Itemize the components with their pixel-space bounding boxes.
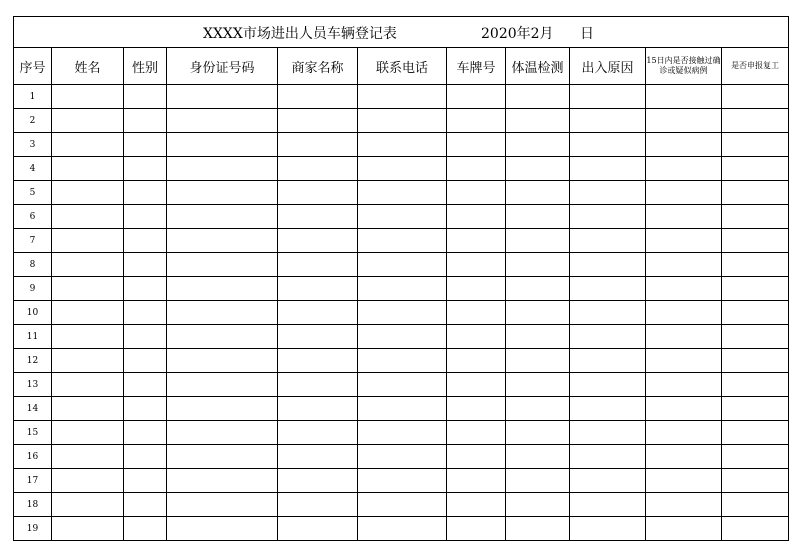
table-cell[interactable] (447, 301, 506, 325)
table-cell[interactable] (358, 301, 447, 325)
table-cell[interactable] (358, 325, 447, 349)
table-cell[interactable] (506, 157, 570, 181)
row-number: 11 (14, 325, 52, 349)
table-cell[interactable] (570, 253, 646, 277)
table-cell[interactable] (646, 421, 722, 445)
table-cell[interactable] (278, 253, 358, 277)
table-cell[interactable] (506, 229, 570, 253)
row-number: 6 (14, 205, 52, 229)
table-row (14, 445, 789, 469)
table-row (14, 133, 789, 157)
table-cell[interactable] (447, 229, 506, 253)
col-header-name: 姓名 (52, 48, 124, 85)
table-cell[interactable] (447, 349, 506, 373)
table-cell[interactable] (570, 349, 646, 373)
table-cell[interactable] (124, 397, 167, 421)
table-cell[interactable] (646, 85, 722, 109)
table-cell[interactable] (124, 517, 167, 541)
table-cell[interactable] (506, 349, 570, 373)
title-row (14, 17, 789, 48)
table-cell[interactable] (358, 517, 447, 541)
table-cell[interactable] (646, 469, 722, 493)
table-cell[interactable] (278, 493, 358, 517)
table-row (14, 301, 789, 325)
table-cell[interactable] (722, 469, 789, 493)
table-cell[interactable] (570, 421, 646, 445)
row-number: 18 (14, 493, 52, 517)
table-cell[interactable] (124, 205, 167, 229)
table-cell[interactable] (447, 421, 506, 445)
table-cell[interactable] (447, 205, 506, 229)
table-cell[interactable] (506, 85, 570, 109)
row-number: 7 (14, 229, 52, 253)
table-cell[interactable] (570, 181, 646, 205)
table-cell[interactable] (447, 373, 506, 397)
col-header-reason: 出入原因 (570, 48, 646, 85)
table-cell[interactable] (646, 301, 722, 325)
form-day: 日 (580, 26, 594, 42)
table-cell[interactable] (52, 373, 124, 397)
table-cell[interactable] (52, 469, 124, 493)
table-cell[interactable] (358, 85, 447, 109)
table-cell[interactable] (52, 325, 124, 349)
col-header-merchant-name: 商家名称 (278, 48, 358, 85)
table-cell[interactable] (646, 373, 722, 397)
table-cell[interactable] (278, 181, 358, 205)
table-cell[interactable] (167, 157, 278, 181)
table-cell[interactable] (124, 85, 167, 109)
table-cell[interactable] (646, 157, 722, 181)
row-number: 13 (14, 373, 52, 397)
table-cell[interactable] (167, 229, 278, 253)
table-cell[interactable] (722, 349, 789, 373)
table-row (14, 493, 789, 517)
table-cell[interactable] (358, 349, 447, 373)
table-cell[interactable] (570, 469, 646, 493)
table-cell[interactable] (722, 301, 789, 325)
table-cell[interactable] (278, 229, 358, 253)
table-cell[interactable] (278, 205, 358, 229)
table-cell[interactable] (722, 325, 789, 349)
row-number: 3 (14, 133, 52, 157)
table-cell[interactable] (570, 133, 646, 157)
table-cell[interactable] (646, 205, 722, 229)
table-cell[interactable] (506, 445, 570, 469)
table-cell[interactable] (124, 421, 167, 445)
table-row (14, 397, 789, 421)
table-cell[interactable] (722, 205, 789, 229)
table-cell[interactable] (167, 421, 278, 445)
table-cell[interactable] (646, 253, 722, 277)
registration-form (13, 16, 788, 541)
table-cell[interactable] (124, 445, 167, 469)
table-cell[interactable] (570, 205, 646, 229)
table-cell[interactable] (447, 325, 506, 349)
table-row (14, 229, 789, 253)
table-row (14, 421, 789, 445)
table-cell[interactable] (124, 469, 167, 493)
table-cell[interactable] (722, 229, 789, 253)
table-cell[interactable] (506, 277, 570, 301)
table-cell[interactable] (358, 181, 447, 205)
table-cell[interactable] (358, 493, 447, 517)
table-cell[interactable] (447, 469, 506, 493)
table-row (14, 373, 789, 397)
col-header-temperature: 体温检测 (506, 48, 570, 85)
col-header-seq: 序号 (14, 48, 52, 85)
table-cell[interactable] (52, 277, 124, 301)
table-cell[interactable] (124, 229, 167, 253)
table-cell[interactable] (278, 133, 358, 157)
table-cell[interactable] (278, 349, 358, 373)
table-cell[interactable] (167, 253, 278, 277)
col-header-id-number: 身份证号码 (167, 48, 278, 85)
table-row (14, 85, 789, 109)
table-cell[interactable] (52, 157, 124, 181)
table-cell[interactable] (52, 229, 124, 253)
table-cell[interactable] (570, 517, 646, 541)
row-number: 14 (14, 397, 52, 421)
table-cell[interactable] (167, 325, 278, 349)
table-cell[interactable] (124, 181, 167, 205)
table-cell[interactable] (447, 517, 506, 541)
row-number: 4 (14, 157, 52, 181)
table-row (14, 277, 789, 301)
table-cell[interactable] (722, 157, 789, 181)
col-header-contact-history: 15日内是否接触过确诊或疑似病例 (646, 48, 722, 85)
table-cell[interactable] (358, 109, 447, 133)
table-cell[interactable] (52, 421, 124, 445)
table-cell[interactable] (358, 397, 447, 421)
table-cell[interactable] (646, 277, 722, 301)
row-number: 1 (14, 85, 52, 109)
row-number: 16 (14, 445, 52, 469)
table-cell[interactable] (447, 397, 506, 421)
table-cell[interactable] (167, 181, 278, 205)
table-cell[interactable] (447, 493, 506, 517)
table-cell[interactable] (722, 493, 789, 517)
table-cell[interactable] (52, 253, 124, 277)
table-cell[interactable] (52, 301, 124, 325)
table-cell[interactable] (722, 85, 789, 109)
table-cell[interactable] (124, 157, 167, 181)
table-cell[interactable] (506, 469, 570, 493)
table-cell[interactable] (167, 349, 278, 373)
table-cell[interactable] (506, 181, 570, 205)
table-cell[interactable] (570, 229, 646, 253)
table-cell[interactable] (447, 277, 506, 301)
table-row (14, 157, 789, 181)
table-cell[interactable] (722, 421, 789, 445)
table-cell[interactable] (646, 325, 722, 349)
table-cell[interactable] (447, 109, 506, 133)
table-row (14, 349, 789, 373)
table-cell[interactable] (167, 517, 278, 541)
table-cell[interactable] (722, 181, 789, 205)
table-cell[interactable] (167, 205, 278, 229)
table-cell[interactable] (506, 421, 570, 445)
row-number: 15 (14, 421, 52, 445)
table-cell[interactable] (167, 445, 278, 469)
table-cell[interactable] (646, 229, 722, 253)
table-row (14, 205, 789, 229)
table-cell[interactable] (722, 397, 789, 421)
table-cell[interactable] (506, 517, 570, 541)
table-cell[interactable] (167, 373, 278, 397)
table-cell[interactable] (358, 253, 447, 277)
row-number: 12 (14, 349, 52, 373)
table-cell[interactable] (506, 325, 570, 349)
header-row (14, 48, 789, 85)
table-cell[interactable] (52, 109, 124, 133)
table-row (14, 181, 789, 205)
table-row (14, 253, 789, 277)
row-number: 19 (14, 517, 52, 541)
row-number: 17 (14, 469, 52, 493)
table-cell[interactable] (506, 397, 570, 421)
table-cell[interactable] (570, 85, 646, 109)
table-cell[interactable] (570, 109, 646, 133)
table-cell[interactable] (646, 109, 722, 133)
table-cell[interactable] (278, 421, 358, 445)
table-cell[interactable] (278, 517, 358, 541)
table-cell[interactable] (358, 229, 447, 253)
table-cell[interactable] (358, 277, 447, 301)
table-cell[interactable] (358, 205, 447, 229)
table-cell[interactable] (570, 445, 646, 469)
table-cell[interactable] (646, 133, 722, 157)
table-cell[interactable] (447, 181, 506, 205)
table-cell[interactable] (52, 133, 124, 157)
table-cell[interactable] (646, 517, 722, 541)
table-cell[interactable] (124, 253, 167, 277)
table-cell[interactable] (167, 301, 278, 325)
table-cell[interactable] (506, 373, 570, 397)
table-cell[interactable] (124, 349, 167, 373)
table-cell[interactable] (124, 325, 167, 349)
table-cell[interactable] (358, 133, 447, 157)
table-cell[interactable] (52, 85, 124, 109)
table-cell[interactable] (447, 445, 506, 469)
table-cell[interactable] (358, 157, 447, 181)
table-cell[interactable] (167, 469, 278, 493)
table-cell[interactable] (278, 157, 358, 181)
table-cell[interactable] (278, 397, 358, 421)
table-cell[interactable] (278, 325, 358, 349)
table-row (14, 469, 789, 493)
row-number: 5 (14, 181, 52, 205)
table-cell[interactable] (167, 133, 278, 157)
table-cell[interactable] (722, 517, 789, 541)
table-cell[interactable] (570, 277, 646, 301)
table-cell[interactable] (278, 85, 358, 109)
table-row (14, 325, 789, 349)
row-number: 10 (14, 301, 52, 325)
col-header-gender: 性别 (124, 48, 167, 85)
table-cell[interactable] (52, 397, 124, 421)
table-cell[interactable] (722, 277, 789, 301)
table-cell[interactable] (722, 253, 789, 277)
table-cell[interactable] (506, 205, 570, 229)
table-cell[interactable] (278, 445, 358, 469)
table-cell[interactable] (167, 277, 278, 301)
table-cell[interactable] (358, 445, 447, 469)
table-cell[interactable] (124, 493, 167, 517)
table-cell[interactable] (570, 157, 646, 181)
table-cell[interactable] (124, 133, 167, 157)
row-number: 2 (14, 109, 52, 133)
table-cell[interactable] (570, 373, 646, 397)
table-cell[interactable] (570, 301, 646, 325)
row-number: 9 (14, 277, 52, 301)
table-cell[interactable] (167, 397, 278, 421)
table-cell[interactable] (506, 253, 570, 277)
table-cell[interactable] (722, 445, 789, 469)
table-cell[interactable] (52, 349, 124, 373)
col-header-work-resumption: 是否申报复工 (722, 48, 789, 85)
table-cell[interactable] (278, 373, 358, 397)
table-cell[interactable] (167, 493, 278, 517)
table-cell[interactable] (447, 85, 506, 109)
table-cell[interactable] (447, 157, 506, 181)
table-cell[interactable] (124, 109, 167, 133)
table-row (14, 109, 789, 133)
table-cell[interactable] (447, 133, 506, 157)
table-cell[interactable] (570, 325, 646, 349)
form-title: XXXX市场进出人员车辆登记表 (203, 26, 397, 42)
table-cell[interactable] (646, 349, 722, 373)
table-cell[interactable] (278, 469, 358, 493)
table-cell[interactable] (506, 109, 570, 133)
table-cell[interactable] (570, 493, 646, 517)
table-cell[interactable] (124, 373, 167, 397)
table-cell[interactable] (52, 181, 124, 205)
col-header-phone: 联系电话 (358, 48, 447, 85)
table-cell[interactable] (52, 493, 124, 517)
table-cell[interactable] (722, 109, 789, 133)
table-cell[interactable] (167, 109, 278, 133)
form-date: 2020年2月 (481, 26, 554, 42)
table-cell[interactable] (646, 493, 722, 517)
table-row (14, 517, 789, 541)
table-cell[interactable] (124, 277, 167, 301)
table-cell[interactable] (722, 133, 789, 157)
table-cell[interactable] (167, 85, 278, 109)
table-cell[interactable] (570, 397, 646, 421)
table-cell[interactable] (722, 373, 789, 397)
table-cell[interactable] (278, 277, 358, 301)
table-cell[interactable] (52, 205, 124, 229)
table-cell[interactable] (447, 253, 506, 277)
col-header-plate: 车牌号 (447, 48, 506, 85)
table-cell[interactable] (358, 373, 447, 397)
table-cell[interactable] (52, 517, 124, 541)
table-cell[interactable] (506, 133, 570, 157)
table-cell[interactable] (646, 397, 722, 421)
row-number: 8 (14, 253, 52, 277)
table-cell[interactable] (506, 301, 570, 325)
table-cell[interactable] (278, 301, 358, 325)
table-cell[interactable] (506, 493, 570, 517)
table-cell[interactable] (358, 469, 447, 493)
registration-table (13, 16, 789, 541)
table-cell[interactable] (646, 181, 722, 205)
table-cell[interactable] (278, 109, 358, 133)
table-cell[interactable] (52, 445, 124, 469)
table-cell[interactable] (646, 445, 722, 469)
table-cell[interactable] (124, 301, 167, 325)
table-cell[interactable] (358, 421, 447, 445)
